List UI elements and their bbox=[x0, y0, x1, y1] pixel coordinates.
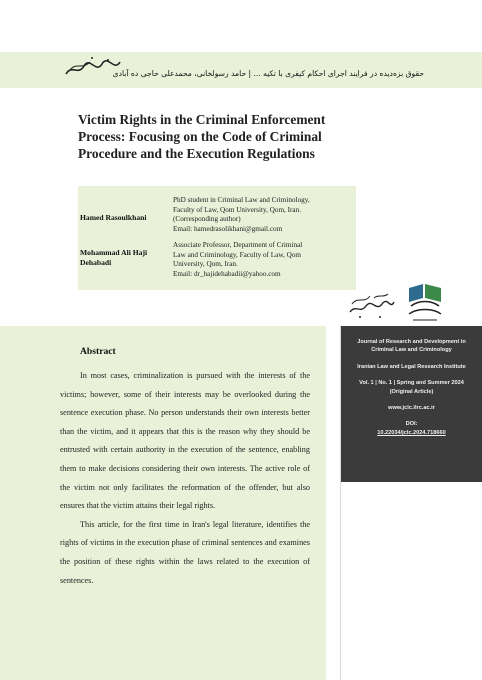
journal-website[interactable]: www.jclc.ilrc.ac.ir bbox=[388, 405, 435, 412]
journal-name-calligraphy-icon bbox=[346, 290, 396, 320]
affiliation-line: Faculty of Law, Qom University, Qom, Iran. bbox=[173, 205, 302, 214]
journal-publisher: Iranian Law and Legal Research Institute bbox=[357, 363, 466, 370]
affiliation-line: Associate Professor, Department of Criminal bbox=[173, 241, 303, 249]
author-email[interactable]: Email: hamedrasolikhani@gmail.com bbox=[173, 224, 283, 233]
running-title: حقوق بزه‌دیده در فرایند اجرای احکام کیفری با تکیه ... | حامد رسولخانی، محمدعلی حاجی ده آبادی bbox=[112, 69, 424, 78]
article-title: Victim Rights in the Criminal Enforcement Process: Focusing on the Code of Criminal Procedure and the Execution Regulations bbox=[78, 112, 326, 161]
abstract-paragraph: This article, for the first time in Iran's legal literature, identifies the rights of victims in the execution phase of criminal sentences and examines the position of these rights within the laws related to the execution of sentences. bbox=[60, 519, 310, 585]
journal-issue bbox=[341, 379, 482, 396]
doi-label: DOI: bbox=[405, 421, 418, 428]
doi-link[interactable]: 10.22034/jclc.2024.718660 bbox=[377, 429, 446, 436]
author-name: Hamed Rasoulkhani bbox=[80, 213, 147, 222]
affiliation-line: (Corresponding author) bbox=[173, 215, 241, 224]
journal-info-box bbox=[341, 326, 482, 482]
journal-name: Journal of Research and Development in Criminal Law and Criminology bbox=[357, 339, 466, 354]
authors-panel bbox=[78, 186, 356, 290]
author-affiliation bbox=[173, 241, 302, 279]
article-type: (Original Article) bbox=[389, 388, 434, 395]
abstract-paragraph: In most cases, criminalization is pursued with the interests of the victims; however, some of their interests may be overlooked during the sentence execution phase. No person understands their own interests better than the victim, and it appears that this is the reason why they should be entrusted with certain authority in the execution of the sentence, enabling them to make decisions considering their own interests. The active role of the victim not only facilitates the reformation of the offender, but also ensures that the victim attains their legal rights. bbox=[60, 371, 310, 511]
issue-line: Vol. 1 | No. 1 | Spring and Summer 2024 bbox=[359, 380, 464, 387]
abstract-heading: Abstract bbox=[80, 346, 116, 357]
affiliation-line: PhD student in Criminal Law and Criminology, bbox=[173, 196, 310, 204]
author-email[interactable]: Email: dr_hajidehabadii@yahoo.com bbox=[173, 269, 281, 278]
institute-emblem-icon bbox=[403, 280, 447, 324]
affiliation-line: Law and Criminology, Faculty of Law, Qom bbox=[173, 250, 302, 259]
author-affiliation bbox=[173, 196, 310, 234]
affiliation-line: University, Qom, Iran. bbox=[173, 260, 238, 269]
journal-doi bbox=[341, 420, 482, 437]
abstract-body bbox=[60, 367, 310, 590]
author-name: Mohammad Ali Haji Dehabadi bbox=[80, 248, 148, 267]
